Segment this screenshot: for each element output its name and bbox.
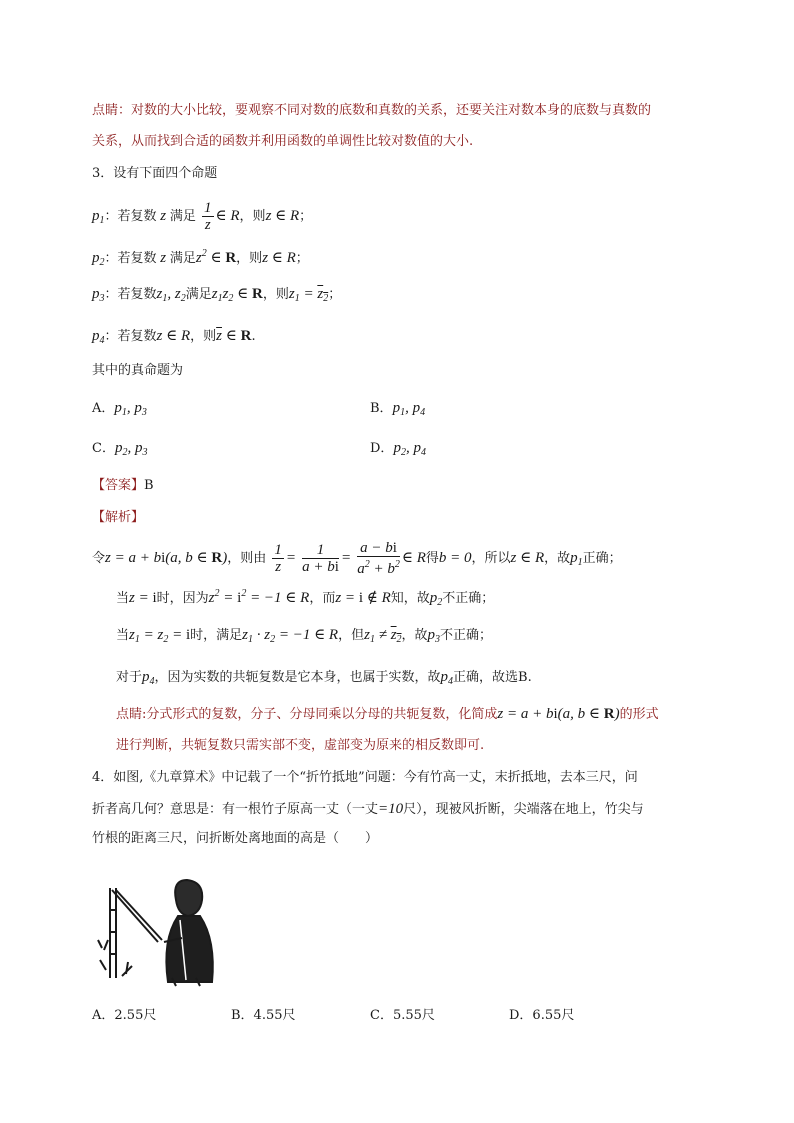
q3-p4: $p_4$：若复数z ∈ R，则$\overline{z}$ ∈ R.	[92, 328, 256, 346]
q3-solution-4: 对于$p_4$，因为实数的共轭复数是它本身，也属于实数，故$p_4$正确，故选B.	[116, 669, 532, 687]
q3-p2: $p_2$：若复数 z 满足$z^2$ ∈ R，则z ∈ R；	[92, 248, 309, 268]
q4-line-3: 竹根的距离三尺，问折断处离地面的高是（ ）	[92, 831, 379, 846]
q4-option-c: C．5.55尺	[370, 1008, 435, 1023]
q3-solution-1: 令z = a + bi(a, b ∈ R)，则由 $\frac{1}{z}$ = $\frac{1}{a + bi}$ = $\frac{a - bi}{a^2 + b^2}$ ∈ R得b = 0，所以z ∈ R，故$p_1$正确；	[92, 540, 622, 577]
q4-option-a: A．2.55尺	[92, 1008, 157, 1023]
tip-line-2: 关系，从而找到合适的函数并利用函数的单调性比较对数值的大小.	[92, 134, 474, 149]
q3-analysis-label: 【解析】	[92, 510, 145, 525]
q3-ask: 其中的真命题为	[92, 363, 184, 378]
q3-solution-2: 当z = i时，因为$z^2 = i^2 = -1$ ∈ R，而z = i ∉ R知，故$p_2$不正确；	[116, 588, 495, 608]
q3-solution-3: 当$z_1 = z_2 = i$时，满足$z_1 \cdot z_2 = -1$ ∈ R，但$z_1 \ne z_2$，故$p_3$不正确；	[116, 627, 493, 645]
q3-option-a: A．$p_1$, $p_3$	[92, 400, 147, 418]
q4-line-2: 折者高几何？意思是：有一根竹子原高一丈（一丈=10尺），现被风折断，尖端落在地上，竹尖与	[92, 801, 644, 817]
q3-p1: $p_1$：若复数 z 满足 $\frac{1}{z}$ ∈ R，则z ∈ R；	[92, 200, 313, 233]
q3-option-d: D．$p_2$, $p_4$	[370, 440, 426, 458]
q4-line-1: 4．如图,《九章算术》中记载了一个“折竹抵地”问题：今有竹高一丈，末折抵地，去本三尺，问	[92, 770, 638, 785]
q3-tip-line-1: 点睛:分式形式的复数，分子、分母同乘以分母的共轭复数，化简成z = a + bi(a, b ∈ R)的形式	[116, 706, 659, 722]
q3-p3: $p_3$：若复数$z_1$, $z_2$满足$z_1z_2$ ∈ R，则$z_1 = z_2$；	[92, 286, 342, 304]
q4-option-b: B．4.55尺	[231, 1008, 296, 1023]
q3-option-b: B．$p_1$, $p_4$	[370, 400, 426, 418]
q3-tip-line-2: 进行判断，共轭复数只需实部不变，虚部变为原来的相反数即可.	[116, 738, 485, 753]
tip-line-1: 点睛：对数的大小比较，要观察不同对数的底数和真数的关系，还要关注对数本身的底数与真数的	[92, 103, 652, 118]
q3-option-c: C．$p_2$, $p_3$	[92, 440, 148, 458]
q3-answer: 【答案】B	[92, 478, 154, 493]
q4-option-d: D．6.55尺	[509, 1008, 575, 1023]
broken-bamboo-illustration	[92, 870, 232, 990]
q3-stem: 3．设有下面四个命题	[92, 166, 218, 181]
